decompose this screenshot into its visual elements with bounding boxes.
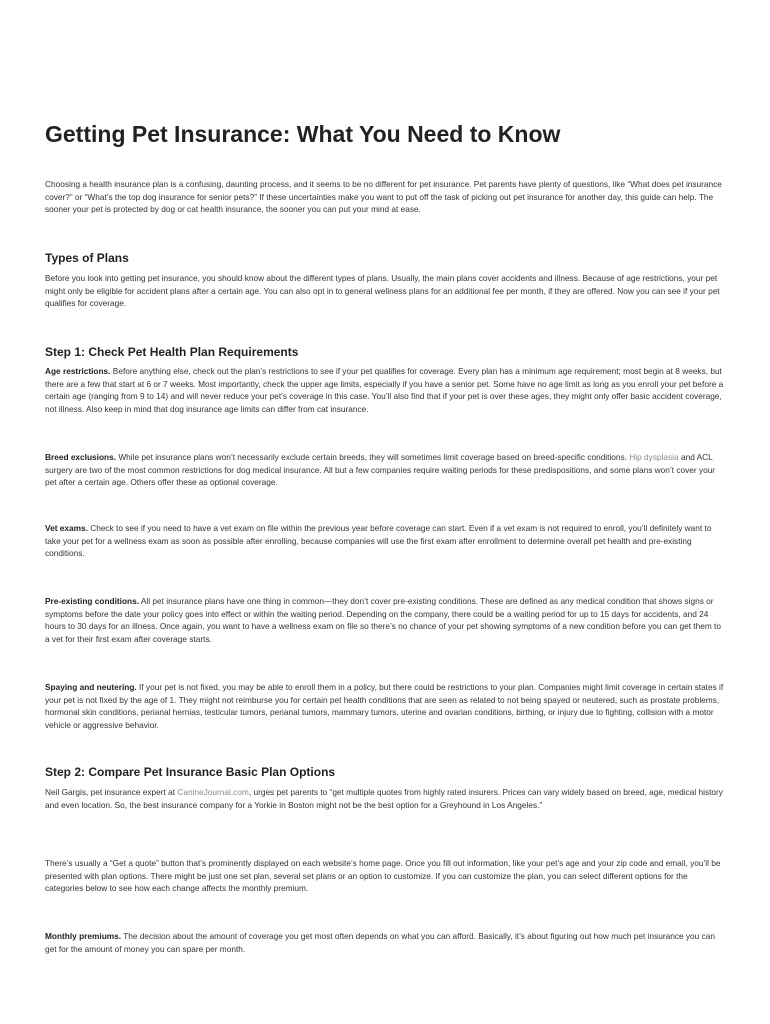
age-paragraph (45, 365, 725, 415)
neil-body-a: Neil Gargis, pet insurance expert at (45, 787, 178, 797)
spaying-lead: Spaying and neutering. (45, 682, 137, 692)
monthly-body: The decision about the amount of coverage you get most often depends on what you can afford. Basically, it’s about figuring out how much pet insurance you can get for the amount of money you can spare per month. (45, 931, 715, 954)
age-body: Before anything else, check out the plan’s restrictions to see if your pet qualifies for coverage. Every plan has a minimum age requirement; most begin at 8 weeks, but there are a few that start at 6 or 7 weeks. Most importantly, check the upper age limits, especially if you have a senior pet. Some have no age limit as long as you enroll your pet before a certain age (ranging from 9 to 14) and will never reduce your pet’s coverage in this case. You’ll also find that if your pet is over these ages, they might only offer basic accident coverage, not illness. Also keep in mind that dog insurance age limits can differ from cat insurance. (45, 366, 724, 414)
intro-paragraph: Choosing a health insurance plan is a confusing, daunting process, and it seems to be no different for pet insurance. Pet parents have plenty of questions, like “What does pet insurance cover?” or “What’s the top dog insurance for senior pets?” If these uncertainties make you want to put off the task of picking out pet insurance for another day, this guide can help. The sooner your pet is protected by dog or cat health insurance, the sooner you can put your mind at ease. (45, 179, 722, 214)
vet-lead: Vet exams. (45, 523, 88, 533)
monthly-paragraph (45, 930, 725, 955)
monthly-lead: Monthly premiums. (45, 931, 122, 941)
quote-paragraph: There’s usually a “Get a quote” button that’s prominently displayed on each website’s home page. Once you fill out information, like your pet’s age and your zip code and email, you’ll be presented with plan options. There might be just one set plan, several set plans or an option to customize. If you can customize the plan, you can select different options for the categories below to see how each change affects the monthly premium. (45, 858, 721, 893)
caninejournal-link[interactable]: CanineJournal.com (177, 787, 249, 797)
pre-existing-body: All pet insurance plans have one thing in common—they don’t cover pre-existing conditions. These are defined as any medical condition that shows signs or symptoms before the date your policy goes into effect or within the waiting period. Depending on the company, there could be a waiting period for up to 15 days for accidents, and 24 hours to 30 days for an illness. Once again, you want to have a wellness exam on file so there’s no chance of your pet showing symptoms of a new condition before you can get them to a vet for their first exam after coverage starts. (45, 596, 721, 644)
pre-existing-paragraph (45, 595, 725, 645)
vet-paragraph (45, 522, 725, 560)
step1-heading: Step 1: Check Pet Health Plan Requirements (45, 345, 299, 359)
step2-heading: Step 2: Compare Pet Insurance Basic Plan Options (45, 765, 336, 779)
neil-body-b: , urges pet parents to “get multiple quotes from highly rated insurers. Prices can vary widely based on breed, age, medical history and even location. So, the best insurance company for a Yorkie in Boston might not be the best option for a Greyhound in Los Angeles.” (45, 787, 723, 810)
age-lead: Age restrictions. (45, 366, 111, 376)
vet-body: Check to see if you need to have a vet exam on file within the previous year before coverage can start. Even if a vet exam is not required to enroll, you’ll definitely want to take your pet for a wellness exam as soon as possible after enrolling, because companies will use the first exam after enrollment to determine overall pet health and pre-existing conditions. (45, 523, 712, 558)
spaying-paragraph (45, 681, 725, 731)
neil-paragraph (45, 786, 725, 811)
breed-body-b: and ACL surgery are two of the most common restrictions for dog medical insurance. All but a few companies require waiting periods for these predispositions, and some plans won’t cover your pet after a certain age. Others offer these as optional coverage. (45, 452, 716, 487)
hip-dysplasia-link[interactable]: Hip dysplasia (629, 452, 679, 462)
spaying-body: If your pet is not fixed, you may be able to enroll them in a policy, but there could be restrictions to your plan. Companies might limit coverage in certain states if your pet is not fixed by the age of 1. They might not reimburse you for certain pet health conditions that are seen as related to not being spayed or neutered, such as prostate problems, hormonal skin conditions, perianal hernias, testicular tumors, perianal tumors, mammary tumors, uterine and ovarian conditions, birthing, or injury due to fighting, collision with a motor vehicle or aggressive behavior. (45, 682, 724, 730)
breed-body-a: While pet insurance plans won’t necessarily exclude certain breeds, they will sometimes limit coverage based on breed-specific conditions. (116, 452, 630, 462)
page-title: Getting Pet Insurance: What You Need to Know (45, 121, 561, 147)
types-heading: Types of Plans (45, 251, 129, 265)
breed-paragraph (45, 451, 725, 489)
types-paragraph: Before you look into getting pet insurance, you should know about the different types of plans. Usually, the main plans cover accidents and illness. Because of age restrictions, your pet might only be eligible for accident plans after a certain age. You can also opt in to general wellness plans for an additional fee per month, if they are offered. Now you can see if your pet qualifies for coverage. (45, 273, 720, 308)
pre-existing-lead: Pre-existing conditions. (45, 596, 140, 606)
breed-lead: Breed exclusions. (45, 452, 117, 462)
